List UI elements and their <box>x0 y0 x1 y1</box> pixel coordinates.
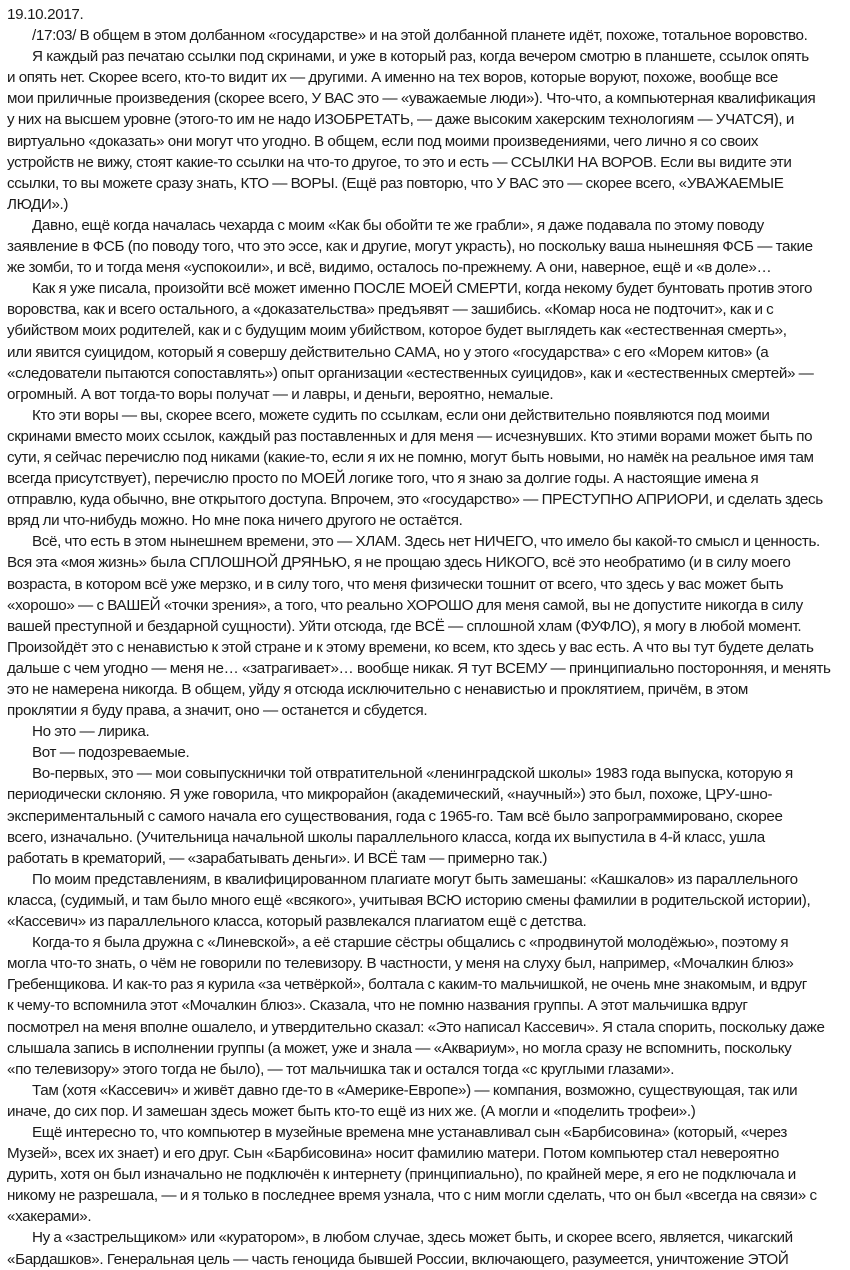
paragraph-intro: /17:03/ В общем в этом долбанном «государстве» и на этой долбанной планете идёт, похоже, тотальное воровство. <box>32 27 808 45</box>
paragraph-lyrics: Но это — лирика. <box>32 723 150 741</box>
paragraph-kassevich: Там (хотя «Кассевич» и живёт давно где-то в «Америке-Европе») — компания, возможно, существующая, так или иначе, до сих пор. И замешан здесь может быть кто-то ещё из них же. (А могли и «поделить трофеи».) <box>7 1081 798 1120</box>
paragraph-after-death: Как я уже писала, произойти всё может именно ПОСЛЕ МОЕЙ СМЕРТИ, когда некому будет бунтовать против этого воровства, как и всего остального, а «доказательства» предъявят — зашибись. «Комар носа не подточит», как и с убийством моих родителей, как и с будущим моим убийством, которое будет выглядеть как «естественная смерть», или явится суицидом, который я совершу действительно САМА, но у этого «государства» с его «Морем китов» (а «следователи пытаются сопоставлять») опыт организации «естественных суицидов», как и «естественных смертей» — огромный. А вот тогда-то воры получат — и лавры, и деньги, вероятно, немалые. <box>7 280 814 403</box>
paragraph-linevskaya: Когда-то я была дружна с «Линевской», а её старшие сёстры общались с «продвинутой молодёжью», поэтому я могла что-то знать, о чём не говорили по телевизору. В частности, у меня на слуху был, например, «Мочалкин блюз» Гребенщикова. И как-то раз я курила «за четвёркой», болтала с каким-то мальчишкой, не очень мне знакомым, и вдруг к чему-то вспомнила этот «Мочалкин блюз». Сказала, что не помню названия группы. А этот мальчишка вдруг посмотрел на меня вполне ошалело, и утвердительно сказал: «Это написал Кассевич». Я стала спорить, поскольку даже слышала запись в исполнении группы (а может, уже и знала — «Аквариум», но могла сразу не вспомнить, поскольку «по телевизору» этого тогда не было), — тот мальчишка так и остался тогда «с круглыми глазами». <box>7 934 825 1078</box>
document-page <box>7 4 845 1270</box>
paragraph-plagiarism: По моим представлениям, в квалифицированном плагиате могут быть замешаны: «Кашкалов» из параллельного класса, (судимый, и там было много ещё «всякого», учитывая ВСЮ историю смены фамилии в родительской истории), «Кассевич» из параллельного класса, который развлекался плагиатом ещё с детства. <box>7 870 811 931</box>
paragraph-suspects: Вот — подозреваемые. <box>32 744 190 762</box>
paragraph-links: Я каждый раз печатаю ссылки под скринами, и уже в который раз, когда вечером смотрю в планшете, ссылок опять и опять нет. Скорее всего, кто-то видит их — другими. А именно на тех воров, которые воруют, похоже, вообще все мои приличные произведения (скорее всего, У ВАС это — «уважаемые люди»). Что-что, а компьютерная квалификация у них на высшем уровне (этого-то им не надо ИЗОБРЕТАТЬ, — даже высоким хакерским технологиям — УЧАТСЯ), и виртуально «доказать» они могут что угодно. В общем, если под моими произведениями, чего лично я со своих устройств не вижу, стоят какие-то ссылки на что-то другое, то это и есть — ССЫЛКИ НА ВОРОВ. Если вы видите эти ссылки, то вы можете сразу знать, КТО — ВОРЫ. (Ещё раз повторю, что У ВАС это — скорее всего, «УВАЖАЕМЫЕ ЛЮДИ».) <box>7 48 816 213</box>
paragraph-computer: Ещё интересно то, что компьютер в музейные времена мне устанавливал сын «Барбисовина» (который, «через Музей», всех их знает) и его друг. Сын «Барбисовина» носит фамилию матери. Потом компьютер стал невероятно дурить, хотя он был изначально не подключён к интернету (принципиально), по крайней мере, я его не подключала и никому не разрешала, — и я только в последнее время узнала, что с ним могли сделать, что он был «всегда на связи» с «хакерами». <box>7 1123 817 1226</box>
paragraph-curator: Ну а «застрельщиком» или «куратором», в любом случае, здесь может быть, и скорее всего, является, чикагский «Бардашков». Генеральная цель — часть геноцида бывшей России, включающего, разумеется, уничтожение ЭТОЙ <box>7 1229 793 1268</box>
paragraph-first: Во-первых, это — мои совыпускнички той отвратительной «ленинградской школы» 1983 года выпуска, которую я периодически склоняю. Я уже говорила, что микрорайон (академический, «научный») это был, похоже, ЦРУ-шно- экспериментальный с самого начала его существования, года с 1965-го. Там всё было запрограммировано, скорее всего, изначально. (Учительница начальной школы параллельного класса, когда их выпустила в 4-й класс, ушла работать в крематорий, — «зарабатывать деньги». И ВСЁ там — примерно так.) <box>7 765 793 867</box>
paragraph-who-thieves: Кто эти воры — вы, скорее всего, можете судить по ссылкам, если они действительно появляются под моими скринами вместо моих ссылок, каждый раз поставленных и для меня — исчезнувших. Кто этими ворами может быть по сути, я сейчас перечислю под никами (какие-то, если я их не помню, могут быть новыми, но намёк на реальное имя там всегда присутствует), перечислю просто по МОЕЙ логике того, что я знаю за долгие годы. А настоящие имена я отправлю, куда обычно, вне открытого доступа. Впрочем, это «государство» — ПРЕСТУПНО АПРИОРИ, и сделать здесь вряд ли что-нибудь можно. Но мне пока ничего другого не остаётся. <box>7 406 823 530</box>
paragraph-fsb: Давно, ещё когда началась чехарда с моим «Как бы обойти те же грабли», я даже подавала по этому поводу заявление в ФСБ (по поводу того, что это эссе, как и другие, могут украсть), но поскольку ваша нынешняя ФСБ — такие же зомби, то и тогда меня «успокоили», и всё, видимо, осталось по-прежнему. А они, наверное, ещё и «в доле»… <box>7 216 813 277</box>
paragraph-junk: Всё, что есть в этом нынешнем времени, это — ХЛАМ. Здесь нет НИЧЕГО, что имело бы какой-то смысл и ценность. Вся эта «моя жизнь» была СПЛОШНОЙ ДРЯНЬЮ, я не прощаю здесь НИКОГО, всё это необратимо (и в силу моего возраста, в котором всё уже мерзко, и в силу того, что меня физически тошнит от всего, что здесь у вас может быть «хорошо» — с ВАШЕЙ «точки зрения», а того, что реально ХОРОШО для меня самой, вы не допустите никогда в силу вашей преступной и бездарной сущности). Уйти отсюда, где ВСЁ — сплошной хлам (ФУФЛО), я могу в любой момент. Произойдёт это с ненавистью к этой стране и к этому времени, ко всем, кто здесь у вас есть. А что вы тут будете делать дальше с чем угодно — меня не… «затрагивает»… вообще никак. Я тут ВСЕМУ — принципиально посторонняя, и менять это не намерена никогда. В общем, уйду я отсюда исключительно с ненавистью и проклятием, причём, в этом проклятии я буду права, а значит, оно — останется и сбудется. <box>7 533 831 720</box>
document-date: 19.10.2017. <box>7 6 84 23</box>
